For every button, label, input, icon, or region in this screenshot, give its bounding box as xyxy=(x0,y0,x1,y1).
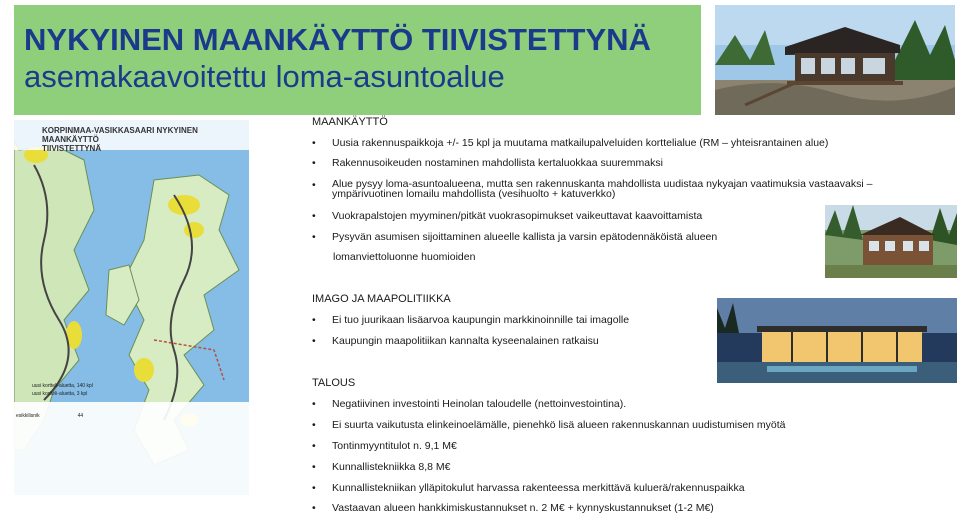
modern-villa-photo xyxy=(717,298,957,383)
map-footer: esikkilisnik 44 xyxy=(16,413,84,419)
map-title: KORPINMAA-VASIKKASAARI NYKYINEN MAANKÄYTTÖ TIIVISTETTYNÄ xyxy=(42,126,198,153)
log-house-photo xyxy=(825,205,957,278)
section-heading-talous: TALOUS xyxy=(312,377,356,389)
map-legend xyxy=(32,382,93,398)
title-banner xyxy=(14,5,701,115)
section-heading-imago: IMAGO JA MAAPOLITIIKKA xyxy=(312,293,451,305)
page-subtitle: asemakaavoitettu loma-asuntoalue xyxy=(24,59,505,94)
cabin-photo-top xyxy=(715,5,955,115)
land-use-map xyxy=(14,120,249,495)
section-heading-maankaytto: MAANKÄYTTÖ xyxy=(312,116,388,128)
list-item-continuation: lomanviettoluonne huomioiden xyxy=(333,251,476,263)
legend-item: uusi kortteli-aluetta, 140 kpl xyxy=(32,383,93,389)
legend-item: uusi kortteli-aluetta, 3 kpl xyxy=(32,391,88,397)
page-title: NYKYINEN MAANKÄYTTÖ TIIVISTETTYNÄ xyxy=(24,22,651,57)
